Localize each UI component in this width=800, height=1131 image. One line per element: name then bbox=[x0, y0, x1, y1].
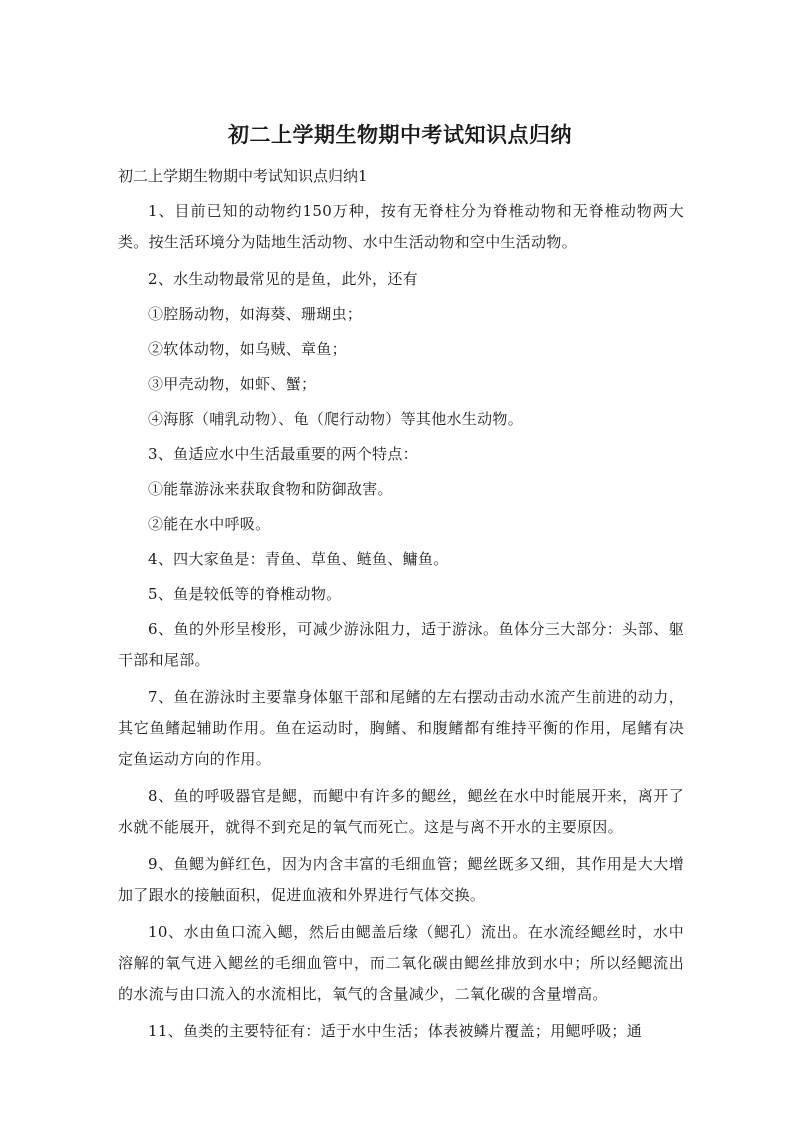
list-item: ③甲壳动物，如虾、蟹； bbox=[148, 375, 317, 393]
document-title: 初二上学期生物期中考试知识点归纳 bbox=[228, 123, 572, 147]
paragraph-7: 7、鱼在游泳时主要靠身体躯干部和尾鳍的左右摆动击动水流产生前进的动力，其它鱼鳍起辅助作用。鱼在运动时，胸鳍、和腹鳍都有维持平衡的作用，尾鳍有决定鱼运动方向的作用。 bbox=[118, 688, 684, 768]
document-body bbox=[118, 196, 684, 1053]
list-item: ①能靠游泳来获取食物和防御敌害。 bbox=[148, 480, 393, 498]
paragraph-2: 2、水生动物最常见的是鱼，此外，还有 bbox=[148, 270, 418, 288]
list-item: ②软体动物，如乌贼、章鱼； bbox=[148, 340, 347, 358]
paragraph-10: 10、水由鱼口流入鳃，然后由鳃盖后缘（鳃孔）流出。在水流经鳃丝时，水中溶解的氧气进入鳃丝的毛细血管中，而二氧化碳由鳃丝排放到水中；所以经鳃流出的水流与由口流入的水流相比，氧气的含量减少，二氧化碳的含量增高。 bbox=[118, 923, 684, 1003]
paragraph-5: 5、鱼是较低等的脊椎动物。 bbox=[148, 585, 342, 603]
paragraph-8: 8、鱼的呼吸器官是鳃，而鳃中有许多的鳃丝，鳃丝在水中时能展开来，离开了水就不能展开，就得不到充足的氧气而死亡。这是与离不开水的主要原因。 bbox=[118, 787, 684, 836]
paragraph-9: 9、鱼鳃为鲜红色，因为内含丰富的毛细血管；鳃丝既多又细，其作用是大大增加了跟水的接触面积，促进血液和外界进行气体交换。 bbox=[118, 855, 684, 904]
paragraph-3: 3、鱼适应水中生活最重要的两个特点： bbox=[148, 445, 418, 463]
list-item: ④海豚（哺乳动物）、龟（爬行动物）等其他水生动物。 bbox=[148, 410, 524, 428]
document-subtitle: 初二上学期生物期中考试知识点归纳1 bbox=[118, 167, 368, 185]
paragraph-11: 11、鱼类的主要特征有：适于水中生活；体表被鳞片覆盖；用鳃呼吸；通 bbox=[148, 1022, 642, 1040]
paragraph-4: 4、四大家鱼是：青鱼、草鱼、鲢鱼、鳙鱼。 bbox=[148, 550, 449, 568]
list-item: ①腔肠动物，如海葵、珊瑚虫； bbox=[148, 305, 363, 323]
paragraph-6: 6、鱼的外形呈梭形，可减少游泳阻力，适于游泳。鱼体分三大部分：头部、躯干部和尾部。 bbox=[118, 620, 684, 669]
paragraph-1: 1、目前已知的动物约150万种，按有无脊柱分为脊椎动物和无脊椎动物两大类。按生活环境分为陆地生活动物、水中生活动物和空中生活动物。 bbox=[118, 202, 684, 251]
list-item: ②能在水中呼吸。 bbox=[148, 515, 271, 533]
